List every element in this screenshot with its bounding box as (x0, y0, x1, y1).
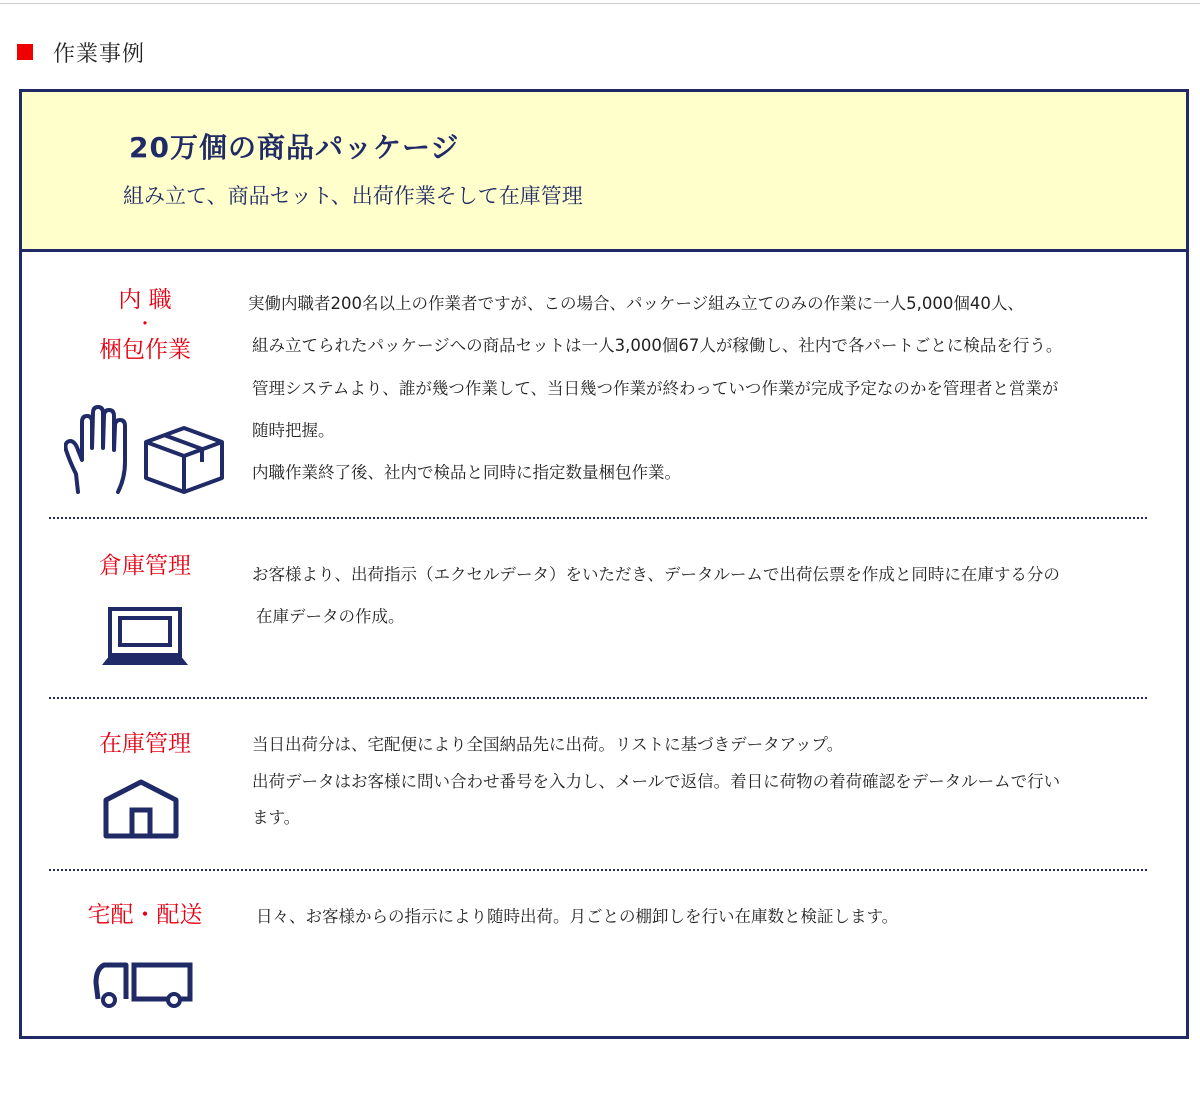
row-text-line: 内職作業終了後、社内で検品と同時に指定数量梱包作業。 (252, 463, 681, 482)
section-heading-text: 作業事例 (53, 41, 146, 67)
row-text-line: お客様より、出荷指示（エクセルデータ）をいただき、データルームで出荷伝票を作成と同時に在庫する分の (252, 565, 1060, 584)
row-text-line: 出荷データはお客様に問い合わせ番号を入力し、メールで返信。着日に荷物の着荷確認をデータルームで行い (252, 772, 1061, 791)
row-text-line: 在庫データの作成。 (256, 607, 405, 626)
red-square-icon (17, 44, 33, 60)
row-text-line: 管理システムより、誰が幾つ作業して、当日幾つ作業が終わっていつ作業が完成予定なのかを管理者と営業が (252, 379, 1059, 398)
case-study-box (19, 89, 1189, 1039)
row-label-dot: ・ (136, 314, 154, 335)
banner-subtitle: 組み立て、商品セット、出荷作業そして在庫管理 (123, 184, 583, 208)
top-divider (0, 3, 1200, 4)
row-text-line: 随時把握。 (252, 421, 335, 440)
banner-title: 20万個の商品パッケージ (129, 131, 460, 164)
warehouse-icon (102, 778, 180, 840)
row-label-takuhai: 宅配・配送 (87, 902, 203, 928)
row-label-line2: 梱包作業 (99, 337, 191, 363)
row-divider (49, 869, 1147, 871)
row-text-line: ます。 (252, 808, 301, 827)
row-label-zaiko: 在庫管理 (99, 731, 191, 757)
row-divider (49, 517, 1147, 519)
box-icon (142, 424, 226, 494)
truck-icon (92, 959, 194, 1009)
row-text-line: 日々、お客様からの指示により随時出荷。月ごとの棚卸しを行い在庫数と検証します。 (256, 907, 899, 926)
row-text-line: 組み立てられたパッケージへの商品セットは一人3,000個67人が稼働し、社内で各パートごとに検品を行う。 (252, 336, 1063, 355)
hand-icon (64, 404, 134, 494)
section-heading (17, 38, 145, 66)
row-label-line1: 内 職 (118, 287, 172, 313)
row-label-souko: 倉庫管理 (99, 553, 191, 579)
banner (22, 92, 1186, 252)
row-text-line: 当日出荷分は、宅配便により全国納品先に出荷。リストに基づきデータアップ。 (252, 735, 844, 754)
laptop-icon (100, 605, 190, 669)
row-text-line: 実働内職者200名以上の作業者ですが、この場合、パッケージ組み立てのみの作業に一人5,000個40人、 (248, 294, 1024, 313)
row-label-naishoku (90, 286, 200, 364)
row-divider (49, 697, 1147, 699)
